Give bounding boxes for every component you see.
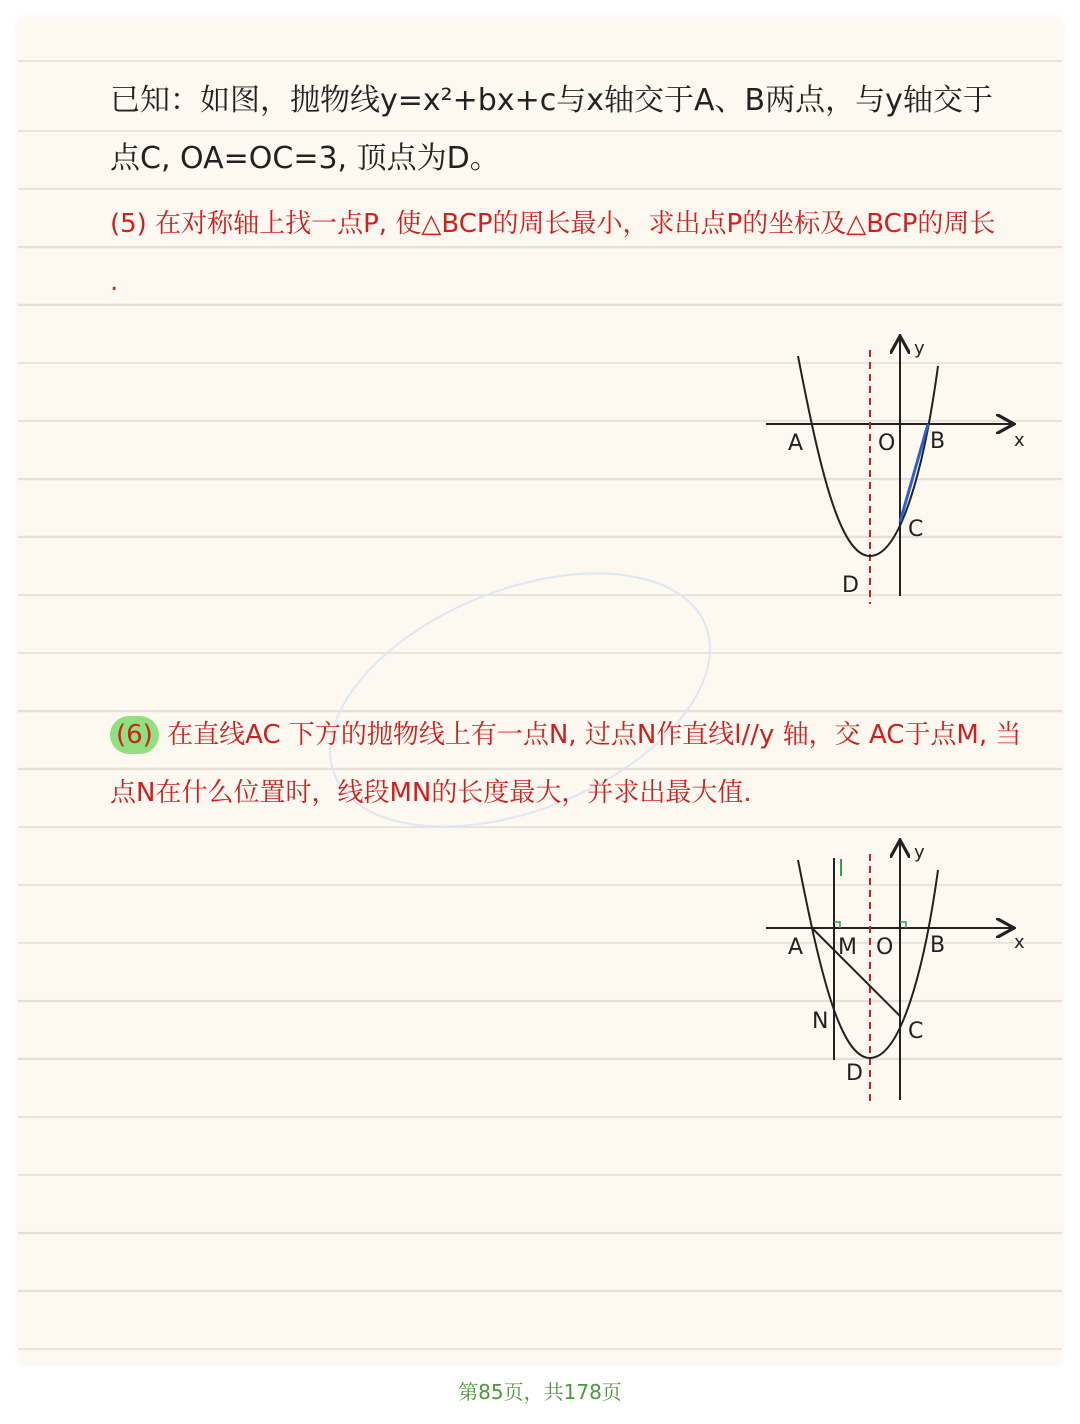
label-d: D (842, 573, 859, 598)
label-x: x (1014, 932, 1025, 953)
label-c: C (908, 517, 924, 542)
question-6 (110, 706, 1030, 822)
parabola-figure-1 (760, 330, 1040, 610)
problem-statement: 已知：如图，抛物线y=x²+bx+c与x轴交于A、B两点，与y轴交于点C, OA=OC=3, 顶点为D。 (110, 83, 993, 176)
question-5 (110, 195, 1010, 311)
label-c: C (908, 1019, 924, 1044)
label-b: B (930, 429, 946, 454)
question-5-text: 在对称轴上找一点P, 使△BCP的周长最小，求出点P的坐标及△BCP的周长 . (110, 209, 996, 297)
label-n: N (812, 1009, 829, 1034)
question-5-number: (5) (110, 209, 147, 239)
label-a: A (788, 431, 804, 456)
segment-bc (900, 424, 928, 522)
question-6-text: 在直线AC 下方的抛物线上有一点N, 过点N作直线l//y 轴，交 AC于点M, 当点N在什么位置时，线段MN的长度最大，并求出最大值. (110, 720, 1022, 808)
label-b: B (930, 933, 946, 958)
label-y: y (914, 842, 925, 863)
label-m: M (838, 935, 857, 960)
label-d: D (846, 1061, 863, 1086)
label-l: l (838, 857, 845, 882)
page-footer: 第85页，共178页 (458, 1380, 622, 1404)
label-a: A (788, 935, 804, 960)
label-o: O (878, 431, 896, 456)
label-y: y (914, 338, 925, 359)
label-x: x (1014, 430, 1025, 451)
question-6-number: (6) (110, 716, 159, 754)
label-o: O (876, 935, 894, 960)
parabola-figure-2 (760, 836, 1040, 1116)
